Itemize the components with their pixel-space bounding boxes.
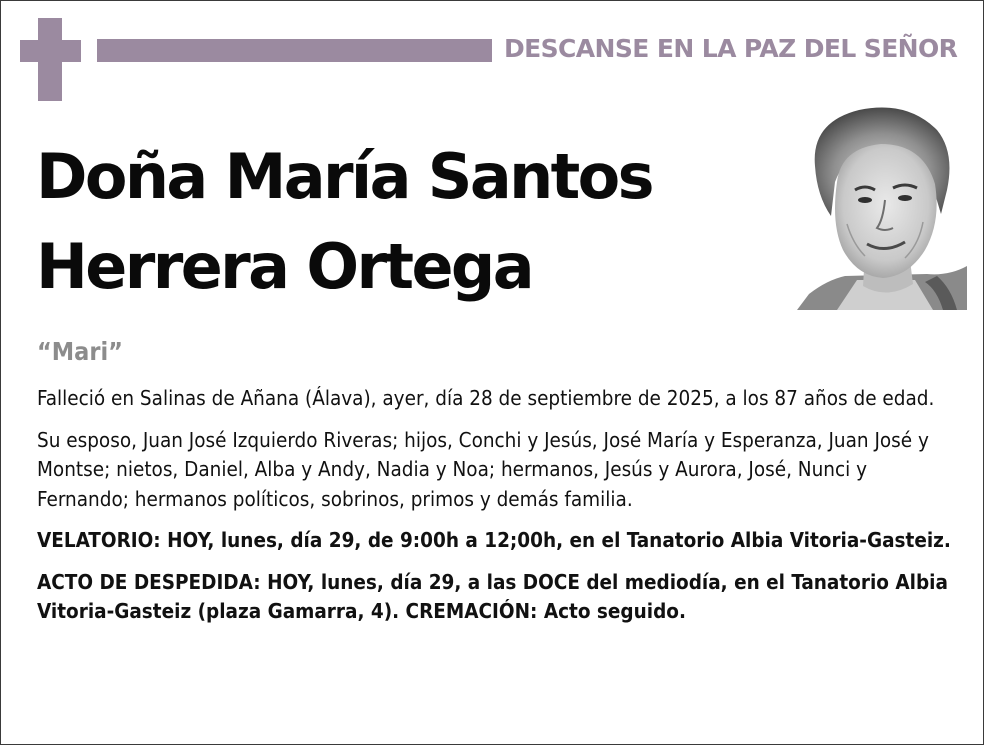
header-rule (97, 39, 492, 62)
header-title: DESCANSE EN LA PAZ DEL SEÑOR (504, 34, 958, 63)
deceased-name-line-2: Herrera Ortega (36, 230, 532, 303)
portrait-photo (797, 104, 967, 310)
death-notice-paragraph: Falleció en Salinas de Añana (Álava), ayer, día 28 de septiembre de 2025, a los 87 años de edad. (37, 386, 935, 410)
farewell-paragraph: ACTO DE DESPEDIDA: HOY, lunes, día 29, a las DOCE del mediodía, en el Tanatorio Albia Vitoria-Gasteiz (plaza Gamarra, 4). CREMACIÓN: Acto seguido. (37, 569, 948, 623)
obituary-body (37, 384, 957, 639)
deceased-name (36, 132, 776, 312)
deceased-name-line-1: Doña María Santos (36, 140, 652, 213)
family-paragraph: Su esposo, Juan José Izquierdo Riveras; hijos, Conchi y Jesús, José María y Esperanza, Juan José y Montse; nietos, Daniel, Alba y Andy, Nadia y Noa; hermanos, Jesús y Aurora, José, Nunci y Fernando; hermanos políticos, sobrinos, primos y demás familia. (37, 427, 929, 511)
wake-paragraph: VELATORIO: HOY, lunes, día 29, de 9:00h a 12;00h, en el Tanatorio Albia Vitoria-Gasteiz. (37, 528, 951, 552)
deceased-nickname: “Mari” (37, 337, 123, 366)
cross-horizontal-beam (20, 40, 81, 62)
